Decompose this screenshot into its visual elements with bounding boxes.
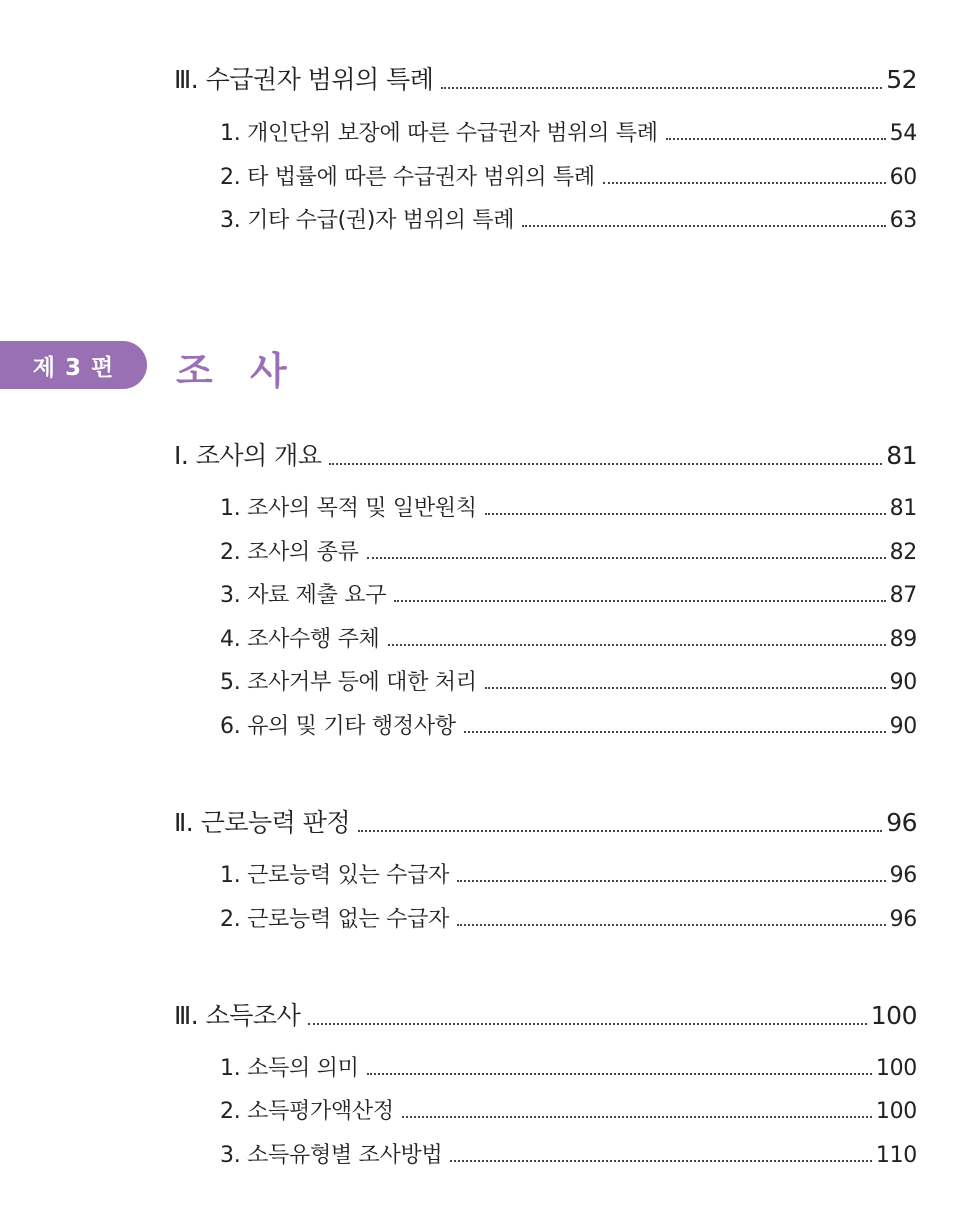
toc-item[interactable] [220, 578, 917, 609]
dot-leader [329, 463, 882, 465]
toc-item[interactable] [220, 1094, 917, 1125]
toc-page-number: 90 [889, 670, 917, 695]
toc-page-number: 87 [889, 583, 917, 608]
dot-leader [666, 138, 886, 140]
dot-leader [603, 182, 886, 184]
toc-item[interactable] [220, 535, 917, 566]
dot-leader [394, 600, 885, 602]
toc-item[interactable] [220, 491, 917, 522]
toc-page-number: 90 [889, 714, 917, 739]
toc-section-title: Ⅲ. 소득조사 [174, 1001, 301, 1030]
toc-page-number: 52 [886, 65, 917, 94]
toc-page-number: 96 [886, 808, 917, 837]
dot-leader [388, 644, 886, 646]
toc-page-number: 82 [889, 540, 917, 565]
toc-item[interactable] [220, 1138, 917, 1169]
toc-item-title: 2. 근로능력 없는 수급자 [220, 907, 450, 932]
toc-item[interactable] [220, 1051, 917, 1082]
toc-section-title: Ⅰ. 조사의 개요 [174, 441, 322, 470]
part-title: 조 사 [176, 349, 299, 393]
dot-leader [485, 513, 886, 515]
toc-item[interactable] [220, 709, 917, 740]
part-badge: 제 3 편 [0, 341, 147, 389]
toc-item[interactable] [220, 902, 917, 933]
toc-item-title: 1. 근로능력 있는 수급자 [220, 863, 450, 888]
dot-leader [441, 87, 882, 89]
toc-page-number: 89 [889, 627, 917, 652]
toc-item[interactable] [220, 160, 917, 191]
toc-page-number: 81 [886, 441, 917, 470]
toc-item-title: 1. 조사의 목적 및 일반원칙 [220, 496, 477, 521]
toc-section-title: Ⅲ. 수급권자 범위의 특례 [174, 65, 434, 94]
toc-item-title: 2. 조사의 종류 [220, 540, 359, 565]
dot-leader [522, 225, 885, 227]
dot-leader [402, 1116, 872, 1118]
toc-page-number: 60 [889, 165, 917, 190]
toc-section-income-survey[interactable] [174, 996, 917, 1032]
toc-page-number: 96 [889, 907, 917, 932]
toc-item-title: 2. 소득평가액산정 [220, 1099, 394, 1124]
toc-item[interactable] [220, 622, 917, 653]
toc-item-title: 5. 조사거부 등에 대한 처리 [220, 670, 477, 695]
toc-page-number: 54 [889, 121, 917, 146]
toc-item[interactable] [220, 665, 917, 696]
toc-item-title: 1. 소득의 의미 [220, 1056, 359, 1081]
dot-leader [450, 1160, 872, 1162]
toc-item[interactable] [220, 116, 917, 147]
toc-section-3-benefit-exceptions[interactable] [174, 60, 917, 96]
toc-section-title: Ⅱ. 근로능력 판정 [174, 808, 351, 837]
toc-item-title: 3. 자료 제출 요구 [220, 583, 387, 608]
toc-item-title: 6. 유의 및 기타 행정사항 [220, 714, 456, 739]
toc-section-survey-overview[interactable] [174, 436, 917, 472]
toc-page-number: 81 [889, 496, 917, 521]
toc-item-title: 3. 소득유형별 조사방법 [220, 1143, 443, 1168]
toc-item[interactable] [220, 858, 917, 889]
toc-page-number: 63 [889, 208, 917, 233]
dot-leader [358, 830, 882, 832]
toc-page-number: 110 [875, 1143, 917, 1168]
dot-leader [457, 924, 886, 926]
dot-leader [367, 1073, 872, 1075]
dot-leader [367, 557, 886, 559]
dot-leader [457, 880, 886, 882]
toc-item[interactable] [220, 203, 917, 234]
toc-page-number: 100 [875, 1099, 917, 1124]
toc-item-title: 4. 조사수행 주체 [220, 627, 380, 652]
dot-leader [308, 1023, 867, 1025]
toc-item-title: 2. 타 법률에 따른 수급권자 범위의 특례 [220, 165, 595, 190]
toc-item-title: 3. 기타 수급(권)자 범위의 특례 [220, 208, 515, 233]
toc-item-title: 1. 개인단위 보장에 따른 수급권자 범위의 특례 [220, 121, 658, 146]
toc-page-number: 96 [889, 863, 917, 888]
dot-leader [485, 687, 886, 689]
toc-section-work-ability[interactable] [174, 803, 917, 839]
toc-page-number: 100 [870, 1001, 917, 1030]
dot-leader [464, 731, 886, 733]
toc-page-number: 100 [875, 1056, 917, 1081]
